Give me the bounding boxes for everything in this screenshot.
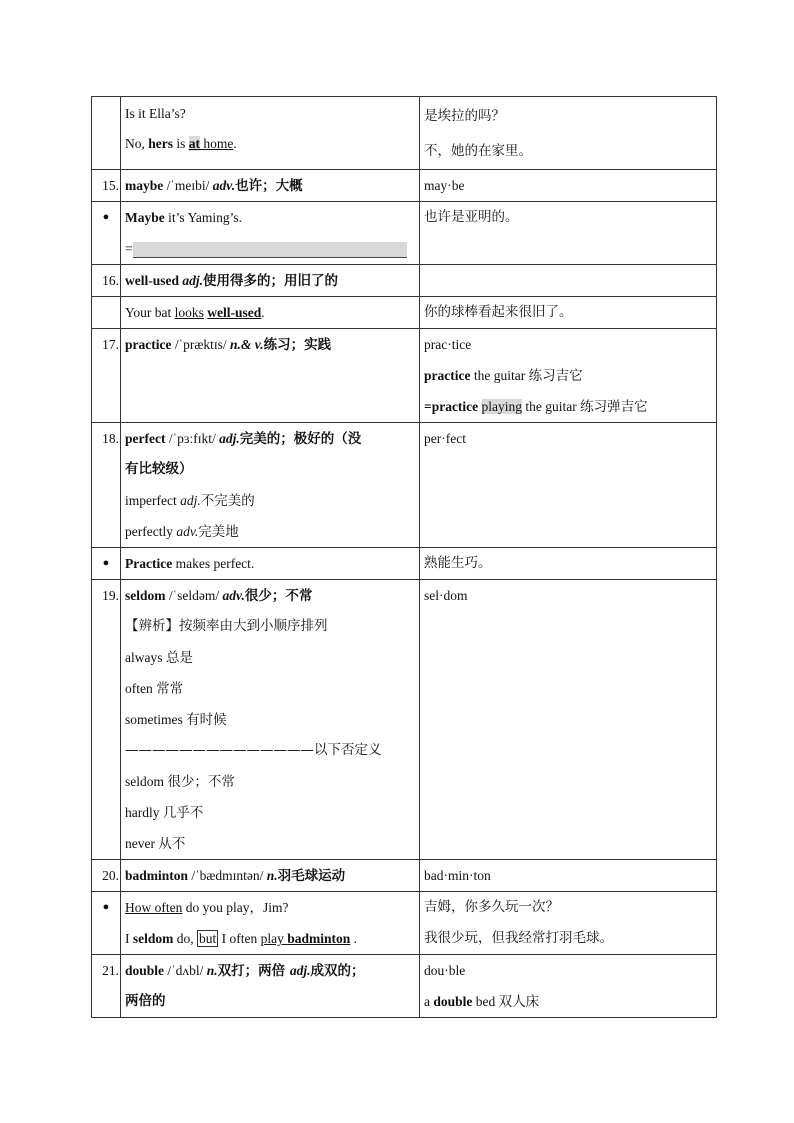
frequency-item: sometimes 有时候 [125,712,227,728]
translation: 不，她的在家里。 [424,143,532,159]
bullet-cell: ● [92,202,121,265]
english-cell [121,329,420,423]
row-number-cell: 15. [92,170,121,202]
translation: 我很少玩，但我经常打羽毛球。 [424,930,613,946]
chinese-cell [420,860,717,892]
table-row [92,202,717,265]
english-cell [121,580,420,860]
english-cell [121,297,420,329]
table-row [92,297,717,329]
table-row [92,170,717,202]
example-sentence: Practice makes perfect. [125,556,255,571]
english-cell [121,423,420,548]
chinese-cell [420,202,717,265]
row-number-cell [92,297,121,329]
table-row [92,892,717,955]
bullet-cell: ● [92,892,121,955]
phrase: practice the guitar 练习吉它 [424,368,583,384]
phrase: a double bed 双人床 [424,994,540,1010]
syllables: sel·dom [424,588,468,603]
syllables: per·fect [424,431,466,446]
bullet-cell: ● [92,548,121,580]
chinese-cell [420,265,717,297]
syllables: prac·tice [424,337,472,352]
table-row [92,548,717,580]
chinese-cell [420,170,717,202]
english-cell [121,892,420,955]
table-row [92,860,717,892]
table-row [92,580,717,860]
chinese-cell [420,548,717,580]
chinese-cell [420,580,717,860]
english-cell [121,548,420,580]
vocabulary-table [91,96,717,1018]
example-sentence: Maybe it’s Yaming’s. [125,210,243,225]
english-cell [121,97,420,170]
fill-in-line: = [121,233,419,264]
translation: 熟能生巧。 [424,555,492,571]
frequency-item: hardly 几乎不 [125,805,204,821]
english-cell [121,202,420,265]
translation: 吉姆，你多久玩一次？ [424,899,559,915]
example-sentence: I seldom do, but I often play badminton . [125,931,358,946]
english-cell [121,265,420,297]
english-cell [121,955,420,1018]
table-row [92,423,717,548]
chinese-cell [420,423,717,548]
row-number-cell: 19. [92,580,121,860]
divider-note: ——————————————以下否定义 [125,742,382,758]
word-entry: perfect /ˈpɜːfɪkt/ adj.完美的；极好的（没 [125,431,362,447]
syllables: may·be [424,178,465,193]
frequency-item: often 常常 [125,681,184,697]
chinese-cell [420,329,717,423]
translation: 你的球棒看起来很旧了。 [424,304,573,320]
english-cell [121,860,420,892]
chinese-cell [420,97,717,170]
example-sentence: How often do you play，Jim? [125,900,289,915]
word-entry: maybe /ˈmeɪbi/ adv.也许；大概 [125,178,303,194]
row-number-cell: 20. [92,860,121,892]
word-entry: seldom /ˈseldəm/ adv.很少；不常 [125,588,313,604]
row-number-cell: 17. [92,329,121,423]
translation: 也许是亚明的。 [424,209,519,225]
derivative: perfectly adv.完美地 [125,524,239,540]
frequency-item: always 总是 [125,650,193,666]
english-cell [121,170,420,202]
word-entry-continued: 两倍的 [125,993,166,1009]
table-row [92,97,717,170]
word-entry: double /ˈdʌbl/ n.双打；两倍 adj.成双的； [125,963,365,979]
derivative: imperfect adj.不完美的 [125,493,255,509]
example-sentence: Your bat looks well-used. [125,305,265,320]
example-sentence: Is it Ella’s? [125,106,186,121]
frequency-item: seldom 很少；不常 [125,774,235,790]
table-row [92,955,717,1018]
row-number-cell: 16. [92,265,121,297]
word-entry: well-used adj.使用得多的；用旧了的 [125,273,339,289]
row-number-cell [92,97,121,170]
syllables: bad·min·ton [424,868,491,883]
frequency-item: never 从不 [125,836,186,852]
word-entry: practice /ˈpræktɪs/ n.& v.练习；实践 [125,337,332,353]
phrase: =practice playing the guitar 练习弹吉它 [424,399,648,415]
example-sentence: No, hers is at home. [125,136,237,151]
syllables: dou·ble [424,963,466,978]
chinese-cell [420,955,717,1018]
analysis-note: 【辨析】按频率由大到小顺序排列 [125,618,328,634]
translation: 是埃拉的吗？ [424,108,505,124]
table-row [92,265,717,297]
row-number-cell: 18. [92,423,121,548]
row-number-cell: 21. [92,955,121,1018]
chinese-cell [420,892,717,955]
word-entry: badminton /ˈbædmɪntən/ n.羽毛球运动 [125,868,346,884]
table-row [92,329,717,423]
fill-blank[interactable] [133,242,407,258]
chinese-cell [420,297,717,329]
word-entry-continued: 有比较级） [125,461,193,477]
